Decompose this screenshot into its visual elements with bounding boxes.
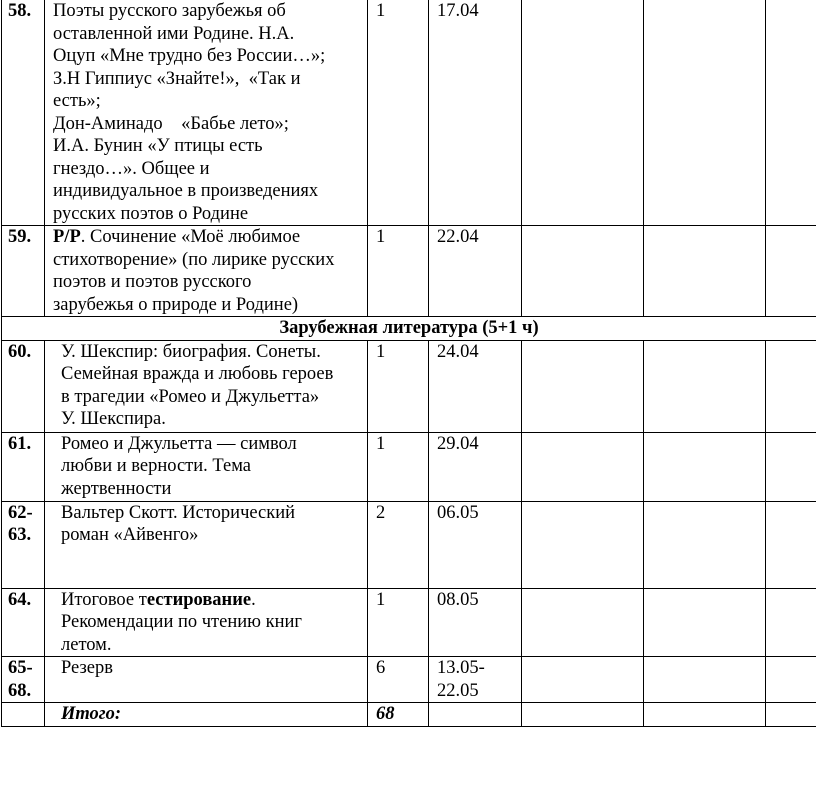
lesson-number: 62- 63. [2,501,45,588]
lesson-date: 08.05 [429,588,522,657]
empty-cell [429,703,522,727]
lesson-number: 61. [2,432,45,501]
lesson-hours: 1 [368,0,429,226]
table-row [2,657,816,703]
section-header: Зарубежная литература (5+1 ч) [2,317,816,341]
lesson-date: 13.05- 22.05 [429,657,522,703]
empty-cell [644,657,766,703]
empty-cell [2,703,45,727]
empty-cell [766,340,816,432]
table-row [2,0,816,226]
empty-cell [522,340,644,432]
table-row [2,340,816,432]
lesson-number: 65- 68. [2,657,45,703]
lesson-date: 29.04 [429,432,522,501]
lesson-number: 59. [2,226,45,317]
empty-cell [766,588,816,657]
empty-cell [644,340,766,432]
table-row [2,432,816,501]
lesson-topic: Поэты русского зарубежья об оставленной ими Родине. Н.А. Оцуп «Мне трудно без России…»; З.Н Гиппиус «Знайте!», «Так и есть»; Дон-Аминадо «Бабье лето»; И.А. Бунин «У птицы есть гнездо…». Общее и индивидуальное в произведениях русских поэтов о Родине [45,0,368,226]
empty-cell [644,703,766,727]
lesson-topic: Р/Р. Сочинение «Моё любимое стихотворение» (по лирике русских поэтов и поэтов русского зарубежья о природе и Родине) [45,226,368,317]
empty-cell [644,588,766,657]
lesson-number: 64. [2,588,45,657]
lesson-topic: Итоговое тестирование. Рекомендации по чтению книг летом. [45,588,368,657]
empty-cell [766,0,816,226]
lesson-topic: У. Шекспир: биография. Сонеты. Семейная вражда и любовь героев в трагедии «Ромео и Джульетта» У. Шекспира. [45,340,368,432]
lesson-plan-table [1,0,816,727]
empty-cell [522,657,644,703]
total-row [2,703,816,727]
empty-cell [766,501,816,588]
lesson-hours: 1 [368,588,429,657]
lesson-date: 24.04 [429,340,522,432]
empty-cell [644,432,766,501]
empty-cell [766,432,816,501]
lesson-number: 58. [2,0,45,226]
empty-cell [644,0,766,226]
table-row [2,588,816,657]
empty-cell [766,703,816,727]
lesson-topic: Вальтер Скотт. Исторический роман «Айвенго» [45,501,368,588]
total-label: Итого: [45,703,368,727]
section-header-row [2,317,816,341]
empty-cell [644,501,766,588]
lesson-hours: 1 [368,432,429,501]
empty-cell [522,501,644,588]
lesson-topic: Ромео и Джульетта — символ любви и верности. Тема жертвенности [45,432,368,501]
lesson-date: 17.04 [429,0,522,226]
empty-cell [766,657,816,703]
lesson-hours: 1 [368,226,429,317]
empty-cell [522,432,644,501]
empty-cell [766,226,816,317]
lesson-number: 60. [2,340,45,432]
total-hours: 68 [368,703,429,727]
table-row [2,501,816,588]
empty-cell [522,588,644,657]
lesson-hours: 1 [368,340,429,432]
lesson-hours: 6 [368,657,429,703]
empty-cell [522,703,644,727]
lesson-date: 06.05 [429,501,522,588]
table-row [2,226,816,317]
empty-cell [522,226,644,317]
lesson-date: 22.04 [429,226,522,317]
lesson-hours: 2 [368,501,429,588]
empty-cell [644,226,766,317]
lesson-topic: Резерв [45,657,368,703]
empty-cell [522,0,644,226]
